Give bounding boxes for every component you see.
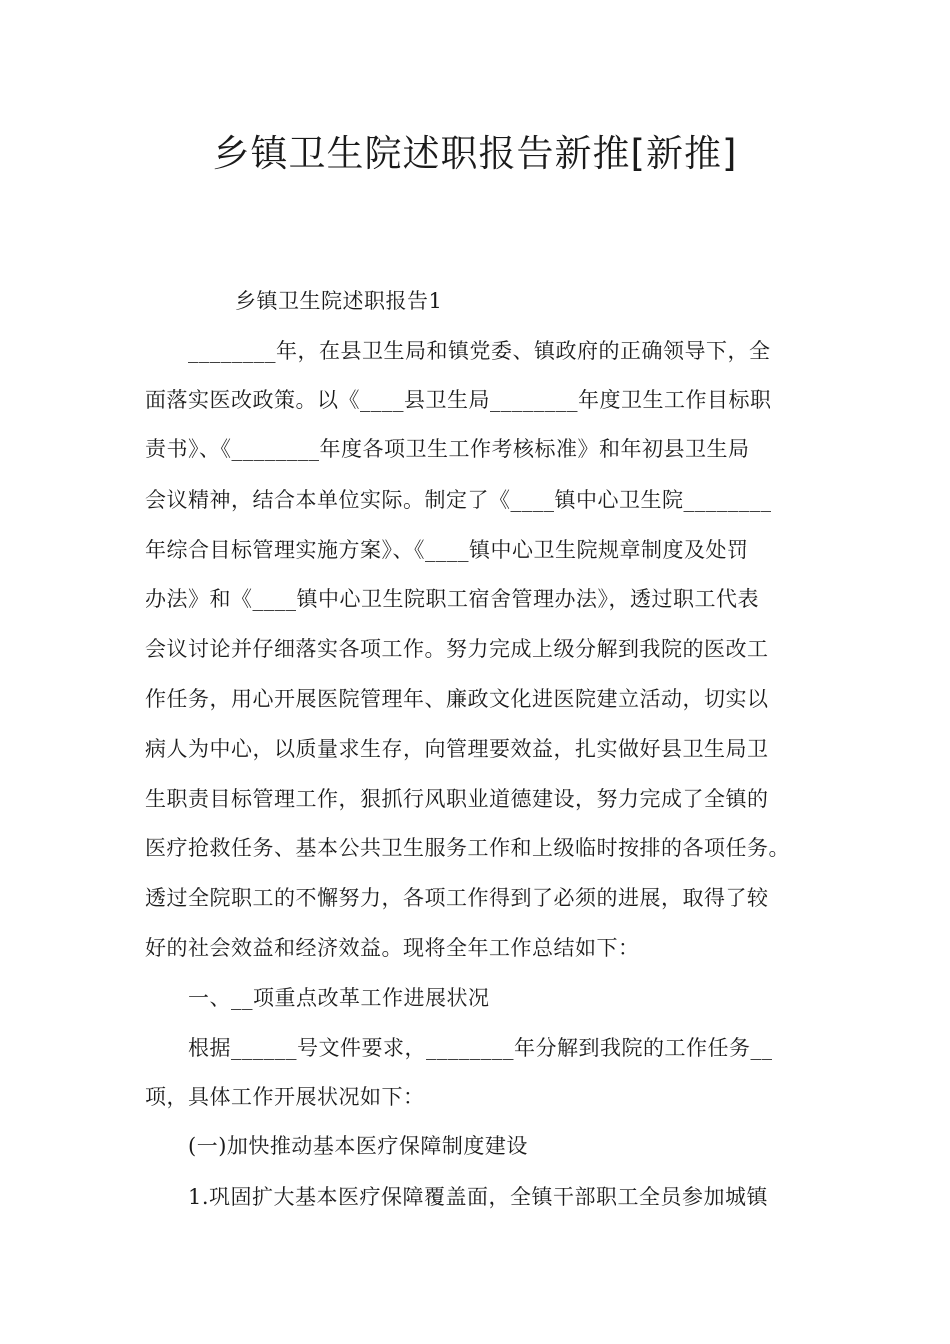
paragraph-line: 好的社会效益和经济效益。现将全年工作总结如下：: [145, 936, 640, 960]
paragraph-line: 病人为中心，以质量求生存，向管理要效益，扎实做好县卫生局卫: [145, 737, 769, 761]
paragraph-line: ________年，在县卫生局和镇党委、镇政府的正确领导下，全: [188, 339, 771, 363]
section-heading: 一、__项重点改革工作进展状况: [188, 986, 490, 1010]
paragraph-line: 根据______号文件要求，________年分解到我院的工作任务__: [188, 1036, 773, 1060]
paragraph-line: 医疗抢救任务、基本公共卫生服务工作和上级临时按排的各项任务。: [145, 836, 790, 860]
paragraph-line: 面落实医改政策。以《____县卫生局________年度卫生工作目标职: [145, 388, 772, 412]
document-title: 乡镇卫生院述职报告新推[新推]: [212, 132, 738, 175]
paragraph-line: 办法》和《____镇中心卫生院职工宿舍管理办法》，透过职工代表: [145, 587, 759, 611]
paragraph-line: 透过全院职工的不懈努力，各项工作得到了必须的进展，取得了较: [145, 886, 769, 910]
paragraph-line: 项，具体工作开展状况如下：: [145, 1085, 425, 1109]
report-subtitle: 乡镇卫生院述职报告1: [235, 289, 443, 313]
paragraph-line: 1.巩固扩大基本医疗保障覆盖面，全镇干部职工全员参加城镇: [188, 1185, 769, 1209]
subsection-heading: (一)加快推动基本医疗保障制度建设: [188, 1134, 528, 1158]
paragraph-line: 责书》、《________年度各项卫生工作考核标准》和年初县卫生局: [145, 437, 750, 461]
paragraph-line: 生职责目标管理工作，狠抓行风职业道德建设，努力完成了全镇的: [145, 787, 769, 811]
paragraph-line: 会议精神，结合本单位实际。制定了《____镇中心卫生院________: [145, 488, 772, 512]
paragraph-line: 年综合目标管理实施方案》、《____镇中心卫生院规章制度及处罚: [145, 538, 749, 562]
paragraph-line: 会议讨论并仔细落实各项工作。努力完成上级分解到我院的医改工: [145, 637, 769, 661]
paragraph-line: 作任务，用心开展医院管理年、廉政文化进医院建立活动，切实以: [145, 687, 769, 711]
